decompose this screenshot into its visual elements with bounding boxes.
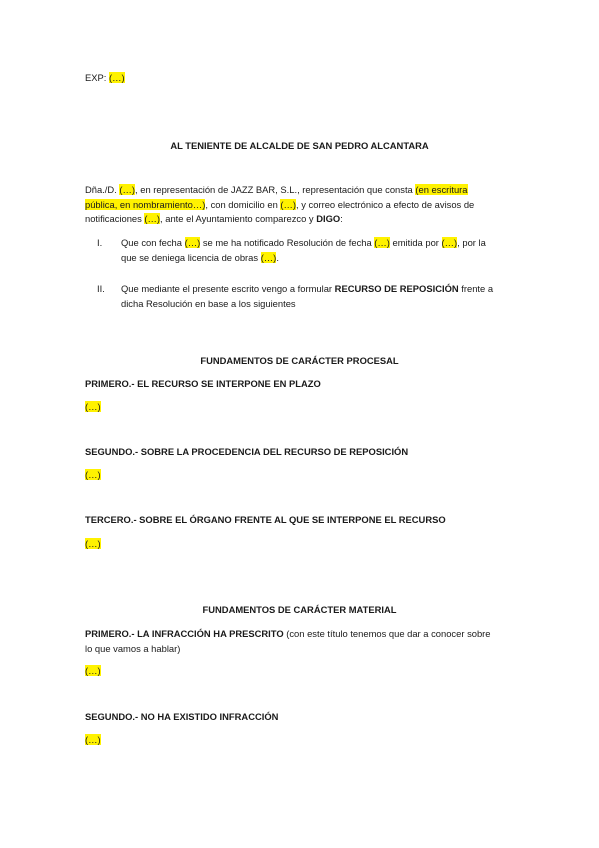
item-2-line-1 [121, 282, 521, 297]
exp-line [85, 71, 125, 86]
intro-text: : [340, 213, 343, 224]
procesal-heading [0, 354, 599, 369]
section-body [85, 468, 101, 483]
section-title [85, 445, 408, 460]
item-text: , por la [457, 237, 486, 248]
section-title [85, 710, 278, 725]
item-1-line-2 [121, 251, 521, 266]
intro-placeholder: (…) [280, 198, 297, 210]
section-body [85, 537, 101, 552]
section-body [85, 664, 101, 679]
item-1-line-1 [121, 236, 521, 251]
material-first-line-1 [85, 627, 515, 642]
item-text: emitida por [389, 237, 442, 248]
section-title [85, 377, 321, 392]
item-text: que se deniega licencia de obras [121, 251, 261, 263]
item-text: . [276, 251, 279, 263]
item-1-text [121, 236, 521, 265]
section-body [85, 733, 101, 748]
intro-text: , y correo electrónico a efecto de avisos de [296, 198, 475, 210]
material-heading [0, 603, 599, 618]
intro-bold: DIGO [316, 213, 341, 224]
addressee-text: AL TENIENTE DE ALCALDE DE SAN PEDRO ALCANTARA [170, 140, 429, 151]
section-note: (con este título tenemos que dar a conocer sobre [283, 628, 491, 639]
item-bold: RECURSO DE REPOSICIÓN [334, 283, 459, 294]
section-placeholder: (…) [85, 538, 101, 549]
intro-placeholder: pública, en nombramiento…) [85, 198, 206, 210]
section-title-text: SEGUNDO.- SOBRE LA PROCEDENCIA DEL RECURSO DE REPOSICIÓN [85, 446, 409, 457]
material-first [85, 627, 515, 656]
intro-text: , ante el Ayuntamiento comparezco y [160, 213, 317, 224]
exp-value: (…) [108, 72, 125, 83]
item-2-text [121, 282, 521, 311]
item-2-line-2: dicha Resolución en base a los siguientes [121, 297, 296, 309]
section-body [85, 400, 101, 415]
item-placeholder: (…) [184, 237, 201, 248]
item-number: II. [97, 283, 105, 294]
section-placeholder: (…) [85, 469, 101, 480]
item-placeholder: (…) [260, 251, 277, 263]
intro-line-2 [85, 198, 515, 213]
intro-placeholder: (en escritura [415, 184, 468, 195]
item-text: Que mediante el presente escrito vengo a formular [121, 283, 335, 294]
intro-text: , con domicilio en [205, 198, 281, 210]
addressee [0, 139, 599, 154]
item-text: frente a [458, 283, 494, 294]
item-number: I. [97, 237, 103, 248]
section-title-text: SEGUNDO.- NO HA EXISTIDO INFRACCIÓN [85, 711, 279, 722]
intro-placeholder: (…) [119, 184, 136, 195]
section-placeholder: (…) [85, 401, 101, 412]
intro-text: notificaciones [85, 213, 145, 224]
intro-paragraph [85, 183, 515, 227]
intro-text: Dña./D. [85, 184, 120, 195]
item-placeholder: (…) [374, 237, 390, 248]
section-title-text: TERCERO.- SOBRE EL ÓRGANO FRENTE AL QUE SE INTERPONE EL RECURSO [85, 514, 446, 525]
intro-placeholder: (…) [144, 213, 161, 224]
material-heading-text: FUNDAMENTOS DE CARÁCTER MATERIAL [202, 604, 397, 615]
intro-line-3 [85, 212, 515, 227]
item-text: Que con fecha [121, 237, 185, 248]
material-first-line-2: lo que vamos a hablar) [85, 642, 181, 654]
item-placeholder: (…) [441, 237, 458, 248]
section-title-text: PRIMERO.- EL RECURSO SE INTERPONE EN PLAZO [85, 378, 321, 389]
section-title [85, 513, 446, 528]
section-placeholder: (…) [85, 734, 101, 745]
section-placeholder: (…) [85, 665, 101, 676]
intro-text: , en representación de JAZZ BAR, S.L., representación que consta [135, 184, 416, 195]
item-text: se me ha notificado Resolución de fecha [200, 237, 375, 248]
section-title-text: PRIMERO.- LA INFRACCIÓN HA PRESCRITO [85, 628, 284, 639]
procesal-heading-text: FUNDAMENTOS DE CARÁCTER PROCESAL [200, 355, 399, 366]
exp-label: EXP: [85, 72, 109, 83]
intro-line-1 [85, 183, 515, 198]
